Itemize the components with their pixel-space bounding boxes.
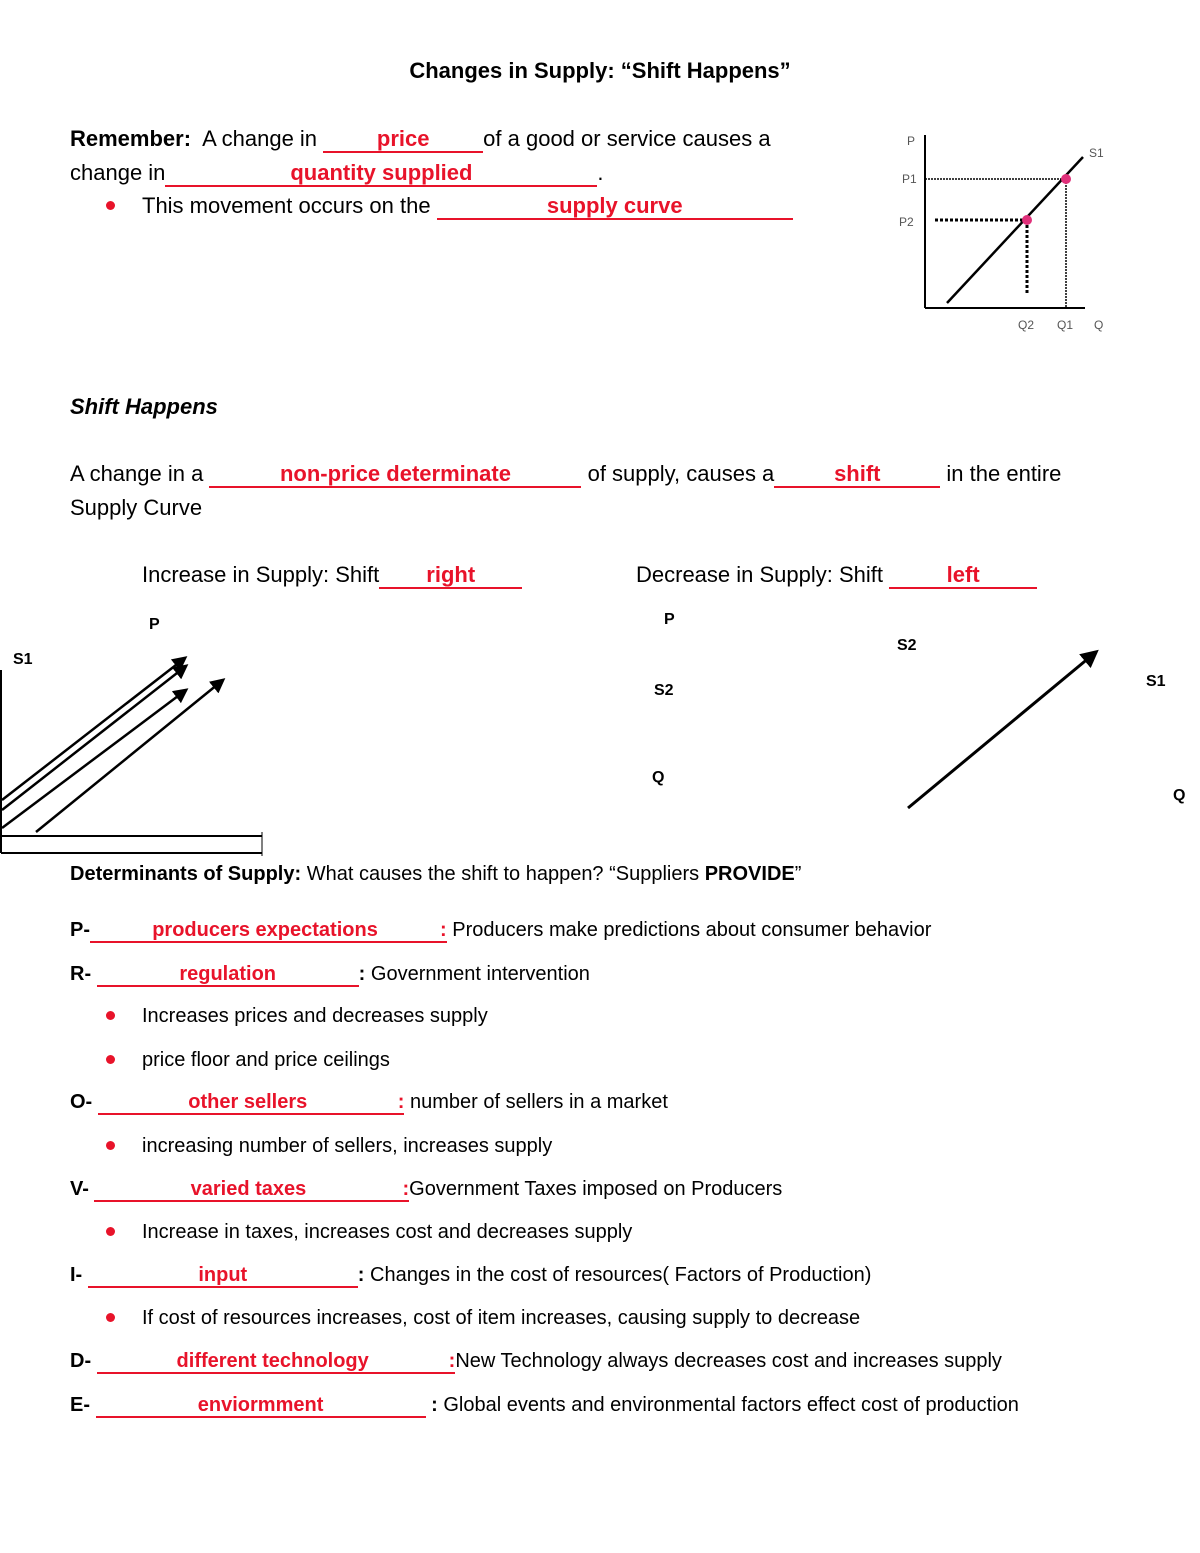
answer-shift: shift [774,462,940,488]
mini-q-label: Q [1094,318,1104,332]
determinants-heading-provide: PROVIDE [704,863,795,885]
mini-p2-label: P2 [899,215,914,229]
determinants-heading [70,862,801,886]
mini-q2-label: Q2 [1018,318,1035,332]
answer-varied-taxes: varied taxes [94,1178,402,1202]
bullet-icon [106,1227,115,1236]
decrease-label: Decrease in Supply: Shift [636,562,884,587]
determinant-desc: Global events and environmental factors effect cost of production [443,1394,1019,1416]
s2-arrow-line-a [2,690,186,828]
increase-graph-s1-label: S1 [13,651,33,668]
determinant-colon: : [402,1178,410,1200]
increase-label: Increase in Supply: Shift [142,562,380,587]
increase-graph-p-label: P [149,616,160,633]
movement-graph [885,125,1115,340]
point-p2q2 [1022,215,1032,225]
bullet-icon [106,1313,115,1322]
decrease-line [636,562,1037,589]
mini-q1-label: Q1 [1057,318,1074,332]
determinant-colon: : [357,1264,365,1286]
increase-graph [0,610,280,860]
answer-right: right [379,563,522,589]
determinant-bullet: If cost of resources increases, cost of item increases, causing supply to decrease [142,1307,861,1329]
answer-left: left [889,563,1037,589]
page-title: Changes in Supply: “Shift Happens” [409,58,791,83]
answer-enviormment: enviormment [96,1394,426,1418]
determinant-e [70,1393,1019,1418]
determinant-desc: Producers make predictions about consumer behavior [452,919,932,941]
bullet-icon [106,1011,115,1020]
increase-line [142,562,522,589]
determinant-letter: R- [70,963,92,985]
determinants-heading-bold: Determinants of Supply: [70,863,302,885]
remember-text-4: . [597,160,604,185]
decrease-graph-arrow-line [908,652,1096,808]
determinant-colon: : [448,1350,456,1372]
determinant-colon: : [431,1394,438,1416]
decrease-graph-s2-label-a: S2 [654,682,674,699]
determinant-letter: I- [70,1264,83,1286]
remember-text-2: of a good or service causes a [483,126,771,151]
answer-non-price-determinate: non-price determinate [209,462,581,488]
remember-label: Remember: [70,126,192,151]
bullet-icon [106,1055,115,1064]
mini-s1-label: S1 [1089,146,1104,160]
decrease-graph-p-label: P [664,611,675,628]
remember-line-2 [70,160,604,187]
s2-arrow-line-b [36,680,223,832]
answer-quantity-supplied: quantity supplied [165,161,597,187]
shift-text-4: Supply Curve [70,495,203,520]
determinant-i [70,1263,871,1288]
determinants-heading-end: ” [794,863,802,885]
remember-bullet-line [142,193,793,220]
determinant-p [70,918,931,943]
determinant-colon: : [358,963,366,985]
determinant-r [70,962,590,987]
determinant-colon: : [440,919,447,941]
shift-heading: Shift Happens [70,394,218,419]
determinant-letter: E- [70,1394,90,1416]
shift-text-2: of supply, causes a [587,461,775,486]
decrease-graph-q-label-b: Q [1173,787,1186,804]
s1-arrow-line-a [2,658,185,800]
bullet-icon [106,1141,115,1150]
mini-p-label: P [907,134,916,148]
determinant-letter: P- [70,919,90,941]
determinant-bullet: increasing number of sellers, increases supply [142,1135,553,1157]
determinant-colon: : [397,1091,405,1113]
answer-price: price [323,127,483,153]
answer-regulation: regulation [97,963,359,987]
determinant-bullet: price floor and price ceilings [142,1049,390,1071]
determinant-o [70,1090,668,1115]
decrease-graph-q-label-a: Q [652,769,665,786]
answer-producers-expectations: producers expectations [90,919,440,943]
determinants-heading-text: What causes the shift to happen? “Suppliers [306,863,705,885]
determinant-letter: V- [70,1178,89,1200]
answer-input: input [88,1264,358,1288]
shift-text-1: A change in a [70,461,204,486]
determinant-letter: O- [70,1091,93,1113]
determinant-bullet: Increases prices and decreases supply [142,1005,488,1027]
determinant-v [70,1177,782,1202]
remember-text-1: A change in [202,126,318,151]
decrease-graph-s1-label: S1 [1146,673,1166,690]
mini-p1-label: P1 [902,172,917,186]
determinant-desc: Government intervention [370,963,590,985]
determinant-desc: Changes in the cost of resources( Factors of Production) [370,1264,872,1286]
decrease-graph-s2-label-b: S2 [897,637,917,654]
remember-text-3: change in [70,160,166,185]
decrease-graph [640,600,1200,820]
remember-line-1 [70,126,771,153]
determinant-letter: D- [70,1350,92,1372]
answer-other-sellers: other sellers [98,1091,398,1115]
shift-line-1 [70,461,1061,488]
determinant-desc: number of sellers in a market [410,1091,668,1113]
answer-supply-curve: supply curve [437,194,793,220]
determinant-d [70,1349,1002,1374]
determinant-desc: Government Taxes imposed on Producers [409,1178,783,1200]
point-p1q1 [1061,174,1071,184]
shift-text-3: in the entire [946,461,1062,486]
s1-arrow-line-b [2,666,186,810]
answer-different-technology: different technology [97,1350,449,1374]
determinant-desc: New Technology always decreases cost and increases supply [455,1350,1002,1372]
remember-bullet-text: This movement occurs on the [142,193,431,218]
bullet-icon [106,201,115,210]
determinant-bullet: Increase in taxes, increases cost and decreases supply [142,1221,633,1243]
